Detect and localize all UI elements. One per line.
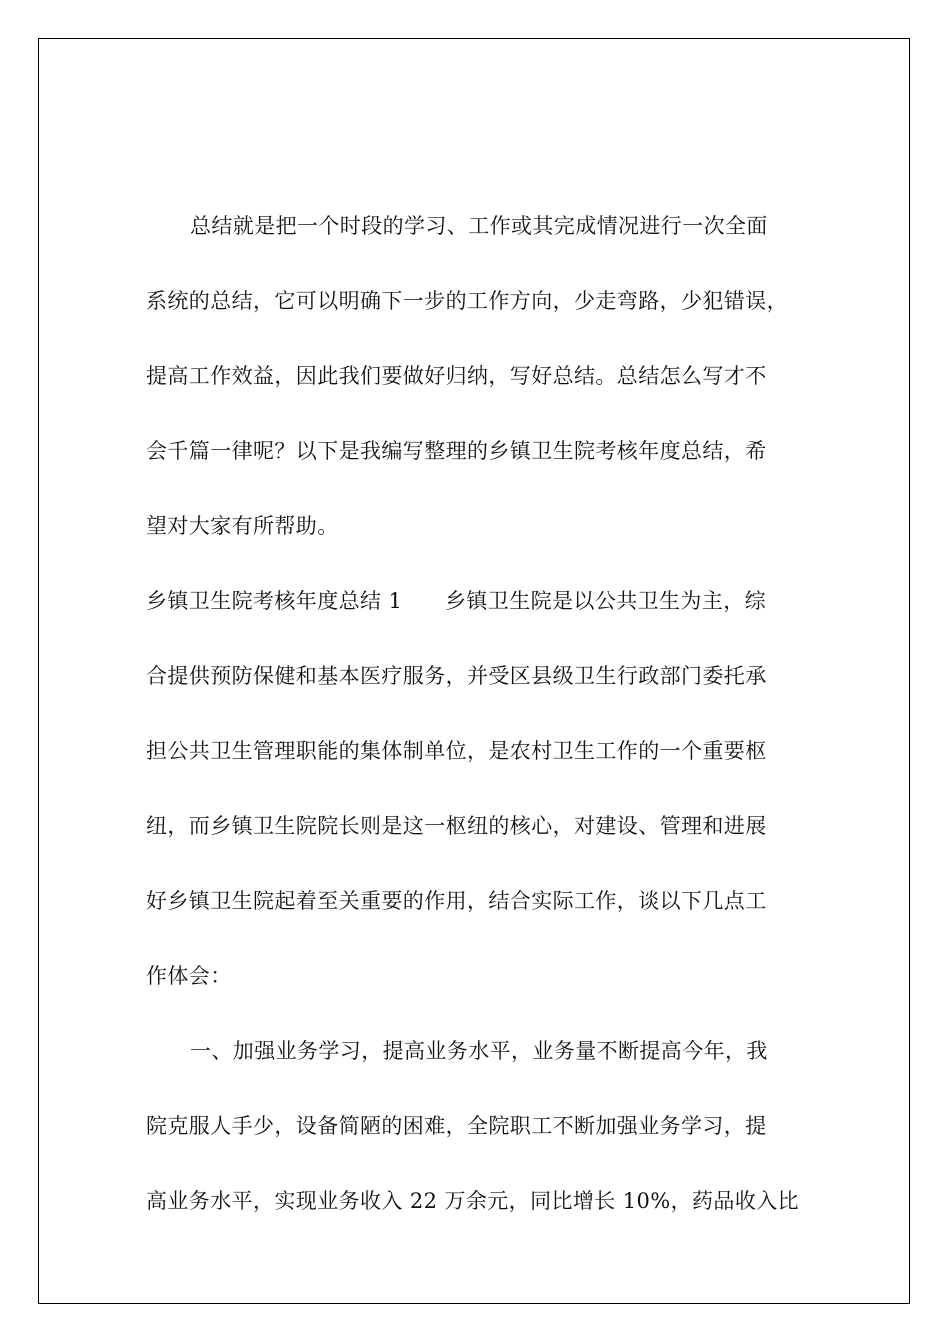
point-one-line-3: 高业务水平，实现业务收入 22 万余元，同比增长 10%，药品收入比 <box>146 1189 800 1213</box>
intro-line-1: 总结就是把一个时段的学习、工作或其完成情况进行一次全面 <box>190 214 768 238</box>
point-one-line-2: 院克服人手少，设备简陋的困难，全院职工不断加强业务学习，提 <box>146 1114 767 1138</box>
intro-line-5: 望对大家有所帮助。 <box>146 514 339 538</box>
body-line-5: 作体会： <box>146 964 232 988</box>
body-line-4: 好乡镇卫生院起着至关重要的作用，结合实际工作，谈以下几点工 <box>146 889 767 913</box>
point-one-line-1: 一、加强业务学习，提高业务水平，业务量不断提高今年，我 <box>190 1039 768 1063</box>
intro-line-4: 会千篇一律呢？以下是我编写整理的乡镇卫生院考核年度总结，希 <box>146 439 767 463</box>
body-line-2: 担公共卫生管理职能的集体制单位，是农村卫生工作的一个重要枢 <box>146 739 767 763</box>
body-line-3: 纽，而乡镇卫生院院长则是这一枢纽的核心，对建设、管理和进展 <box>146 814 767 838</box>
intro-line-2: 系统的总结，它可以明确下一步的工作方向，少走弯路，少犯错误， <box>146 289 788 313</box>
section-title-line: 乡镇卫生院考核年度总结 1 乡镇卫生院是以公共卫生为主，综 <box>146 589 767 613</box>
body-line-1: 合提供预防保健和基本医疗服务，并受区县级卫生行政部门委托承 <box>146 664 767 688</box>
intro-line-3: 提高工作效益，因此我们要做好归纳，写好总结。总结怎么写才不 <box>146 364 767 388</box>
